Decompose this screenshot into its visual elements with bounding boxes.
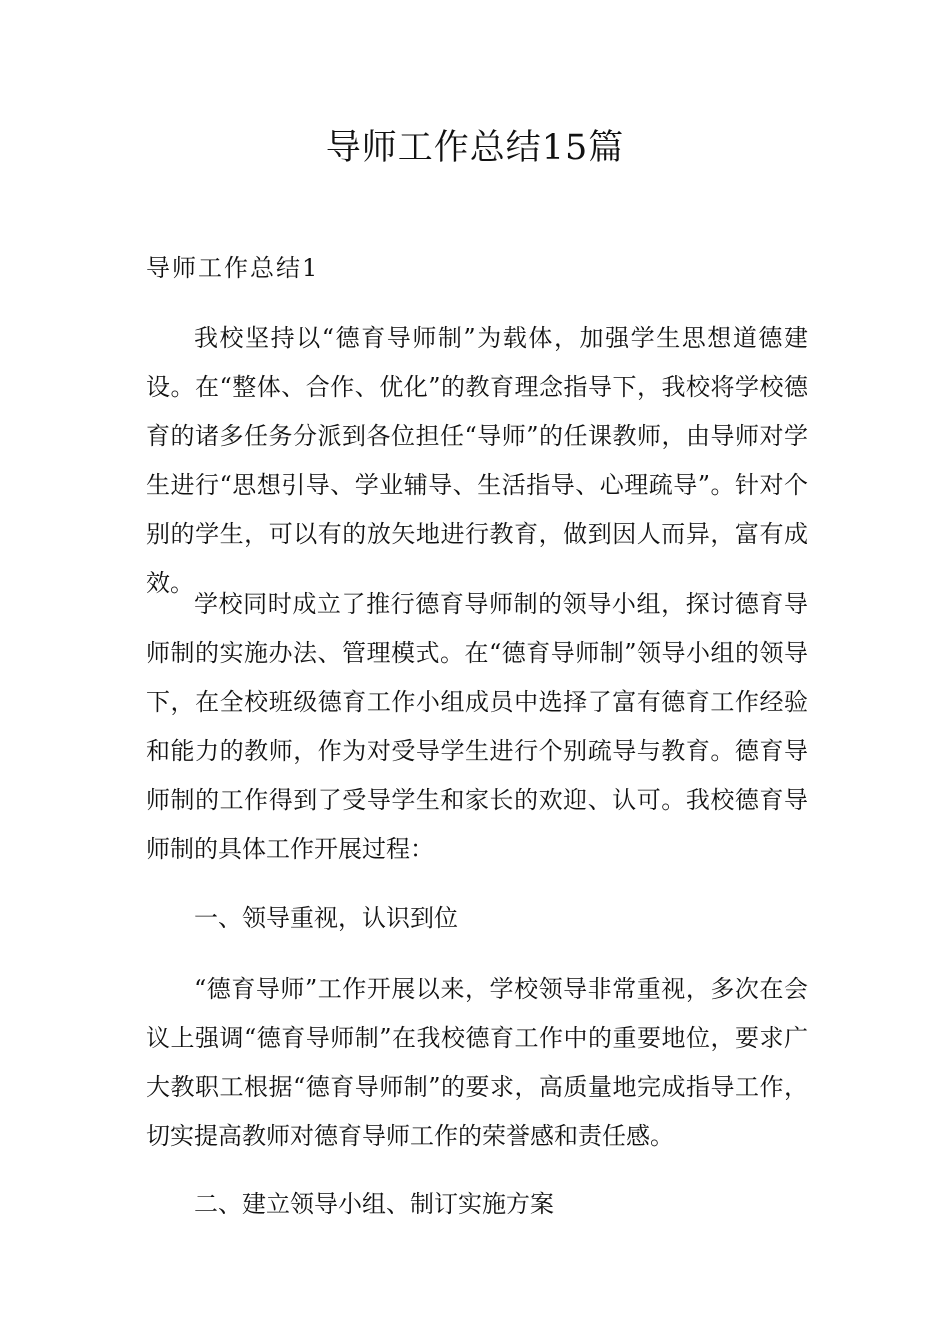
subheading-2: 二、建立领导小组、制订实施方案 <box>194 1190 554 1218</box>
subheading-1: 一、领导重视，认识到位 <box>194 904 458 932</box>
paragraph-3: “德育导师”工作开展以来，学校领导非常重视，多次在会议上强调“德育导师制”在我校德育工作中的重要地位，要求广大教职工根据“德育导师制”的要求，高质量地完成指导工作，切实提高教师对德育导师工作的荣誉感和责任感。 <box>146 975 808 1150</box>
paragraph-2: 学校同时成立了推行德育导师制的领导小组，探讨德育导师制的实施办法、管理模式。在“德育导师制”领导小组的领导下，在全校班级德育工作小组成员中选择了富有德育工作经验和能力的教师，作为对受导学生进行个别疏导与教育。德育导师制的工作得到了受导学生和家长的欢迎、认可。我校德育导师制的具体工作开展过程： <box>146 590 808 863</box>
paragraph-1: 我校坚持以“德育导师制”为载体，加强学生思想道德建设。在“整体、合作、优化”的教育理念指导下，我校将学校德育的诸多任务分派到各位担任“导师”的任课教师，由导师对学生进行“思想引导、学业辅导、生活指导、心理疏导”。针对个别的学生，可以有的放矢地进行教育，做到因人而异，富有成效。 <box>146 324 808 597</box>
section-heading: 导师工作总结1 <box>146 254 320 282</box>
document-title: 导师工作总结15篇 <box>325 128 625 168</box>
